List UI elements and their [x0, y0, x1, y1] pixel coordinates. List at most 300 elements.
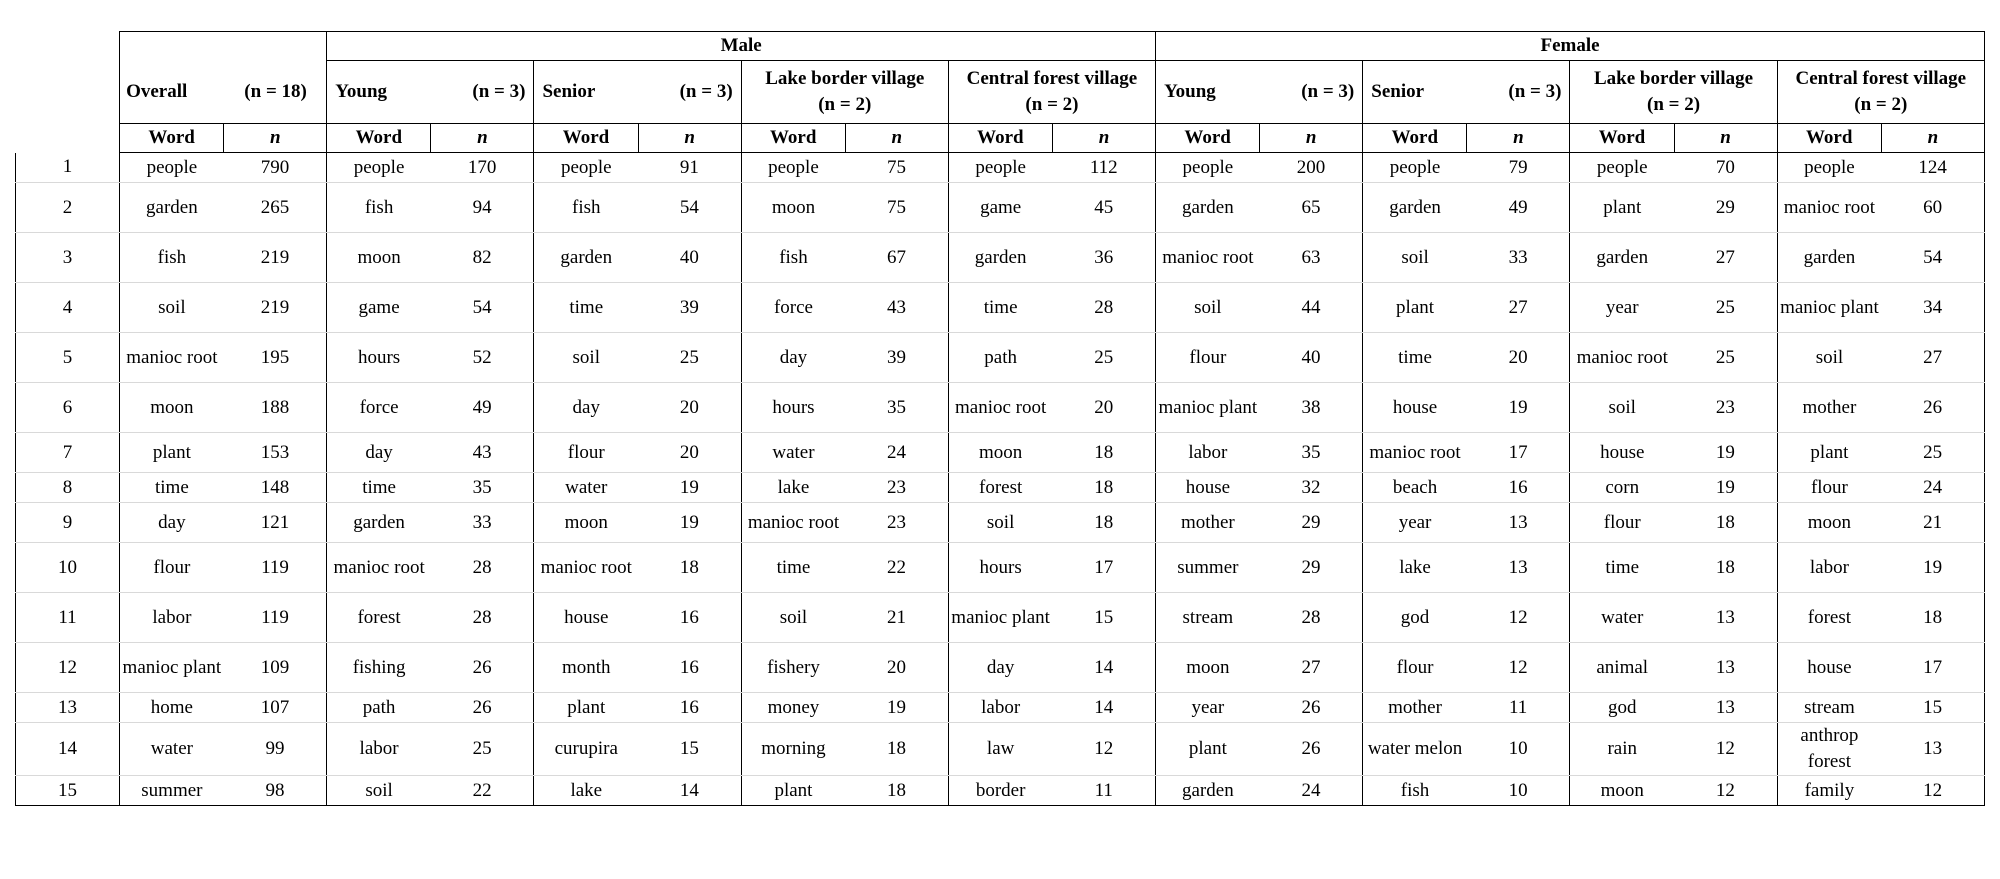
count-cell: 67	[845, 233, 948, 283]
count-cell: 33	[431, 503, 534, 543]
word-cell: forest	[1777, 593, 1881, 643]
count-cell: 27	[1260, 643, 1363, 693]
count-cell: 13	[1674, 693, 1777, 723]
word-cell: law	[948, 723, 1052, 776]
count-cell: 18	[1674, 543, 1777, 593]
count-cell: 28	[431, 543, 534, 593]
word-cell: water	[1570, 593, 1674, 643]
word-cell: hours	[948, 543, 1052, 593]
word-cell: people	[327, 153, 431, 183]
word-cell: time	[1570, 543, 1674, 593]
male-central-header: Central forest village (n = 2)	[948, 61, 1155, 124]
word-cell: moon	[1570, 776, 1674, 806]
count-cell: 170	[431, 153, 534, 183]
count-cell: 49	[431, 383, 534, 433]
count-cell: 219	[224, 233, 327, 283]
count-cell: 19	[1467, 383, 1570, 433]
word-cell: house	[1777, 643, 1881, 693]
count-cell: 44	[1260, 283, 1363, 333]
word-cell: flour	[1363, 643, 1467, 693]
column-header-n: n	[224, 124, 327, 153]
word-cell: forest	[948, 473, 1052, 503]
word-cell: force	[741, 283, 845, 333]
word-cell: mother	[1777, 383, 1881, 433]
rank-cell: 10	[16, 543, 120, 593]
count-cell: 26	[431, 693, 534, 723]
word-cell: year	[1156, 693, 1260, 723]
word-cell: day	[534, 383, 638, 433]
count-cell: 43	[845, 283, 948, 333]
table-row	[16, 433, 1985, 473]
word-cell: time	[120, 473, 224, 503]
count-cell: 148	[224, 473, 327, 503]
count-cell: 22	[845, 543, 948, 593]
count-cell: 11	[1052, 776, 1155, 806]
male-header: Male	[327, 32, 1156, 61]
word-cell: fish	[1363, 776, 1467, 806]
column-header-word: Word	[1777, 124, 1881, 153]
word-cell: morning	[741, 723, 845, 776]
count-cell: 18	[845, 776, 948, 806]
word-cell: labor	[1777, 543, 1881, 593]
word-cell: money	[741, 693, 845, 723]
word-cell: labor	[327, 723, 431, 776]
count-cell: 94	[431, 183, 534, 233]
word-cell: house	[1156, 473, 1260, 503]
word-cell: fish	[120, 233, 224, 283]
word-cell: manioc root	[1363, 433, 1467, 473]
rank-cell: 3	[16, 233, 120, 283]
word-cell: manioc plant	[120, 643, 224, 693]
count-cell: 70	[1674, 153, 1777, 183]
count-cell: 26	[431, 643, 534, 693]
count-cell: 16	[638, 643, 741, 693]
table-row	[16, 593, 1985, 643]
count-cell: 12	[1674, 723, 1777, 776]
word-cell: moon	[120, 383, 224, 433]
rank-cell: 12	[16, 643, 120, 693]
rank-cell: 1	[16, 153, 120, 183]
count-cell: 29	[1674, 183, 1777, 233]
word-cell: lake	[534, 776, 638, 806]
word-cell: path	[327, 693, 431, 723]
count-cell: 25	[1674, 283, 1777, 333]
word-cell: fishing	[327, 643, 431, 693]
word-cell: people	[120, 153, 224, 183]
word-cell: fish	[327, 183, 431, 233]
count-cell: 39	[845, 333, 948, 383]
column-header-word: Word	[1156, 124, 1260, 153]
count-cell: 11	[1467, 693, 1570, 723]
word-cell: time	[948, 283, 1052, 333]
count-cell: 25	[638, 333, 741, 383]
count-cell: 43	[431, 433, 534, 473]
word-cell: manioc root	[741, 503, 845, 543]
word-cell: garden	[1570, 233, 1674, 283]
word-cell: manioc plant	[1156, 383, 1260, 433]
count-cell: 124	[1881, 153, 1984, 183]
overall-header: Overall (n = 18)	[120, 61, 327, 124]
word-cell: year	[1570, 283, 1674, 333]
count-cell: 54	[638, 183, 741, 233]
word-cell: corn	[1570, 473, 1674, 503]
word-cell: flour	[1156, 333, 1260, 383]
word-cell: garden	[948, 233, 1052, 283]
word-cell: fish	[534, 183, 638, 233]
word-cell: manioc plant	[948, 593, 1052, 643]
word-cell: plant	[1156, 723, 1260, 776]
word-cell: water	[120, 723, 224, 776]
word-cell: forest	[327, 593, 431, 643]
word-cell: people	[948, 153, 1052, 183]
count-cell: 12	[1881, 776, 1984, 806]
rank-cell: 15	[16, 776, 120, 806]
word-cell: flour	[534, 433, 638, 473]
count-cell: 19	[638, 473, 741, 503]
female-central-header: Central forest village (n = 2)	[1777, 61, 1984, 124]
column-header-n: n	[1881, 124, 1984, 153]
table-row	[16, 233, 1985, 283]
word-cell: day	[327, 433, 431, 473]
table-row	[16, 693, 1985, 723]
word-cell: day	[741, 333, 845, 383]
word-cell: manioc root	[1570, 333, 1674, 383]
column-header-n: n	[1674, 124, 1777, 153]
header-row-gender	[16, 32, 1985, 61]
count-cell: 99	[224, 723, 327, 776]
word-cell: people	[1363, 153, 1467, 183]
count-cell: 21	[845, 593, 948, 643]
word-cell: flour	[120, 543, 224, 593]
count-cell: 19	[1881, 543, 1984, 593]
word-cell: people	[1156, 153, 1260, 183]
count-cell: 22	[431, 776, 534, 806]
word-cell: soil	[948, 503, 1052, 543]
count-cell: 29	[1260, 503, 1363, 543]
count-cell: 200	[1260, 153, 1363, 183]
word-cell: moon	[327, 233, 431, 283]
column-header-word: Word	[327, 124, 431, 153]
count-cell: 13	[1674, 643, 1777, 693]
count-cell: 15	[1052, 593, 1155, 643]
word-cell: path	[948, 333, 1052, 383]
word-cell: mother	[1363, 693, 1467, 723]
count-cell: 13	[1674, 593, 1777, 643]
word-cell: game	[948, 183, 1052, 233]
word-cell: month	[534, 643, 638, 693]
word-cell: soil	[1777, 333, 1881, 383]
word-cell: garden	[120, 183, 224, 233]
count-cell: 25	[1881, 433, 1984, 473]
column-header-n: n	[845, 124, 948, 153]
word-cell: plant	[741, 776, 845, 806]
count-cell: 109	[224, 643, 327, 693]
word-cell: manioc root	[534, 543, 638, 593]
table-row	[16, 543, 1985, 593]
count-cell: 18	[1674, 503, 1777, 543]
word-cell: stream	[1156, 593, 1260, 643]
word-cell: garden	[1156, 776, 1260, 806]
word-cell: day	[120, 503, 224, 543]
count-cell: 23	[845, 503, 948, 543]
table-row	[16, 723, 1985, 776]
word-cell: fishery	[741, 643, 845, 693]
count-cell: 107	[224, 693, 327, 723]
count-cell: 34	[1881, 283, 1984, 333]
word-cell: water	[741, 433, 845, 473]
word-cell: flour	[1570, 503, 1674, 543]
count-cell: 12	[1467, 643, 1570, 693]
word-cell: moon	[1156, 643, 1260, 693]
word-cell: house	[534, 593, 638, 643]
word-cell: beach	[1363, 473, 1467, 503]
word-cell: plant	[1363, 283, 1467, 333]
count-cell: 18	[1052, 473, 1155, 503]
female-senior-header: Senior (n = 3)	[1363, 61, 1570, 124]
count-cell: 19	[638, 503, 741, 543]
word-cell: home	[120, 693, 224, 723]
count-cell: 10	[1467, 776, 1570, 806]
word-cell: plant	[1570, 183, 1674, 233]
word-cell: manioc root	[1777, 183, 1881, 233]
word-cell: house	[1570, 433, 1674, 473]
count-cell: 26	[1260, 723, 1363, 776]
count-cell: 40	[1260, 333, 1363, 383]
word-cell: god	[1363, 593, 1467, 643]
count-cell: 119	[224, 543, 327, 593]
column-header-n: n	[1052, 124, 1155, 153]
table-row	[16, 383, 1985, 433]
count-cell: 45	[1052, 183, 1155, 233]
rank-cell: 8	[16, 473, 120, 503]
count-cell: 75	[845, 183, 948, 233]
count-cell: 19	[1674, 473, 1777, 503]
count-cell: 25	[431, 723, 534, 776]
count-cell: 790	[224, 153, 327, 183]
count-cell: 21	[1881, 503, 1984, 543]
rank-cell: 9	[16, 503, 120, 543]
word-cell: garden	[1363, 183, 1467, 233]
count-cell: 26	[1260, 693, 1363, 723]
table-row	[16, 776, 1985, 806]
count-cell: 38	[1260, 383, 1363, 433]
column-header-n: n	[638, 124, 741, 153]
rank-cell: 4	[16, 283, 120, 333]
word-cell: moon	[534, 503, 638, 543]
rank-cell: 5	[16, 333, 120, 383]
word-cell: animal	[1570, 643, 1674, 693]
word-cell: family	[1777, 776, 1881, 806]
word-cell: time	[327, 473, 431, 503]
word-cell: soil	[741, 593, 845, 643]
count-cell: 112	[1052, 153, 1155, 183]
word-cell: manioc plant	[1777, 283, 1881, 333]
column-header-n: n	[1260, 124, 1363, 153]
rank-cell: 6	[16, 383, 120, 433]
count-cell: 27	[1881, 333, 1984, 383]
male-young-header: Young (n = 3)	[327, 61, 534, 124]
count-cell: 36	[1052, 233, 1155, 283]
count-cell: 75	[845, 153, 948, 183]
word-cell: force	[327, 383, 431, 433]
count-cell: 12	[1674, 776, 1777, 806]
word-cell: soil	[120, 283, 224, 333]
count-cell: 13	[1881, 723, 1984, 776]
word-cell: stream	[1777, 693, 1881, 723]
word-cell: garden	[534, 233, 638, 283]
word-cell: garden	[327, 503, 431, 543]
count-cell: 24	[845, 433, 948, 473]
word-cell: time	[741, 543, 845, 593]
word-cell: plant	[120, 433, 224, 473]
count-cell: 33	[1467, 233, 1570, 283]
count-cell: 15	[638, 723, 741, 776]
word-cell: water melon	[1363, 723, 1467, 776]
female-header: Female	[1156, 32, 1985, 61]
count-cell: 20	[1052, 383, 1155, 433]
word-cell: soil	[327, 776, 431, 806]
female-young-header: Young (n = 3)	[1156, 61, 1363, 124]
word-cell: labor	[948, 693, 1052, 723]
header-row-columns	[16, 124, 1985, 153]
count-cell: 14	[638, 776, 741, 806]
count-cell: 23	[1674, 383, 1777, 433]
count-cell: 35	[1260, 433, 1363, 473]
word-cell: soil	[534, 333, 638, 383]
table-row	[16, 283, 1985, 333]
word-cell: moon	[948, 433, 1052, 473]
word-cell: anthrop forest	[1777, 723, 1881, 776]
count-cell: 119	[224, 593, 327, 643]
word-cell: summer	[120, 776, 224, 806]
count-cell: 20	[638, 433, 741, 473]
word-cell: manioc root	[120, 333, 224, 383]
word-cell: year	[1363, 503, 1467, 543]
count-cell: 20	[845, 643, 948, 693]
table-row	[16, 153, 1985, 183]
count-cell: 219	[224, 283, 327, 333]
count-cell: 16	[638, 693, 741, 723]
count-cell: 27	[1674, 233, 1777, 283]
count-cell: 18	[1052, 433, 1155, 473]
count-cell: 54	[431, 283, 534, 333]
count-cell: 18	[1881, 593, 1984, 643]
count-cell: 65	[1260, 183, 1363, 233]
word-cell: game	[327, 283, 431, 333]
table-row	[16, 503, 1985, 543]
count-cell: 24	[1881, 473, 1984, 503]
male-senior-header: Senior (n = 3)	[534, 61, 741, 124]
word-cell: hours	[741, 383, 845, 433]
word-cell: curupira	[534, 723, 638, 776]
count-cell: 28	[431, 593, 534, 643]
word-cell: rain	[1570, 723, 1674, 776]
word-cell: day	[948, 643, 1052, 693]
count-cell: 26	[1881, 383, 1984, 433]
table-row	[16, 183, 1985, 233]
count-cell: 20	[638, 383, 741, 433]
word-frequency-table	[15, 31, 1985, 806]
count-cell: 265	[224, 183, 327, 233]
word-cell: fish	[741, 233, 845, 283]
table-row	[16, 473, 1985, 503]
count-cell: 35	[845, 383, 948, 433]
count-cell: 18	[1052, 503, 1155, 543]
column-header-word: Word	[948, 124, 1052, 153]
word-cell: garden	[1777, 233, 1881, 283]
word-cell: soil	[1156, 283, 1260, 333]
count-cell: 121	[224, 503, 327, 543]
count-cell: 12	[1052, 723, 1155, 776]
count-cell: 19	[845, 693, 948, 723]
word-cell: hours	[327, 333, 431, 383]
word-cell: labor	[120, 593, 224, 643]
count-cell: 91	[638, 153, 741, 183]
count-cell: 17	[1881, 643, 1984, 693]
column-header-word: Word	[120, 124, 224, 153]
word-cell: people	[1777, 153, 1881, 183]
word-cell: plant	[1777, 433, 1881, 473]
count-cell: 10	[1467, 723, 1570, 776]
column-header-word: Word	[741, 124, 845, 153]
count-cell: 14	[1052, 693, 1155, 723]
word-cell: moon	[741, 183, 845, 233]
rank-cell: 7	[16, 433, 120, 473]
count-cell: 63	[1260, 233, 1363, 283]
count-cell: 195	[224, 333, 327, 383]
word-cell: people	[534, 153, 638, 183]
count-cell: 82	[431, 233, 534, 283]
count-cell: 188	[224, 383, 327, 433]
column-header-word: Word	[1363, 124, 1467, 153]
rank-cell: 2	[16, 183, 120, 233]
count-cell: 24	[1260, 776, 1363, 806]
count-cell: 54	[1881, 233, 1984, 283]
rank-cell: 13	[16, 693, 120, 723]
count-cell: 16	[638, 593, 741, 643]
word-cell: lake	[741, 473, 845, 503]
count-cell: 23	[845, 473, 948, 503]
header-row-groups	[16, 61, 1985, 124]
count-cell: 60	[1881, 183, 1984, 233]
count-cell: 18	[845, 723, 948, 776]
count-cell: 29	[1260, 543, 1363, 593]
count-cell: 35	[431, 473, 534, 503]
column-header-n: n	[1467, 124, 1570, 153]
count-cell: 98	[224, 776, 327, 806]
female-lake-header: Lake border village (n = 2)	[1570, 61, 1777, 124]
count-cell: 32	[1260, 473, 1363, 503]
count-cell: 25	[1052, 333, 1155, 383]
word-cell: soil	[1570, 383, 1674, 433]
word-cell: summer	[1156, 543, 1260, 593]
count-cell: 15	[1881, 693, 1984, 723]
word-cell: time	[1363, 333, 1467, 383]
count-cell: 40	[638, 233, 741, 283]
count-cell: 49	[1467, 183, 1570, 233]
word-cell: manioc root	[1156, 233, 1260, 283]
word-cell: time	[534, 283, 638, 333]
word-cell: mother	[1156, 503, 1260, 543]
rank-cell: 11	[16, 593, 120, 643]
word-cell: manioc root	[948, 383, 1052, 433]
count-cell: 39	[638, 283, 741, 333]
column-header-word: Word	[534, 124, 638, 153]
count-cell: 16	[1467, 473, 1570, 503]
word-cell: labor	[1156, 433, 1260, 473]
word-cell: moon	[1777, 503, 1881, 543]
count-cell: 18	[638, 543, 741, 593]
